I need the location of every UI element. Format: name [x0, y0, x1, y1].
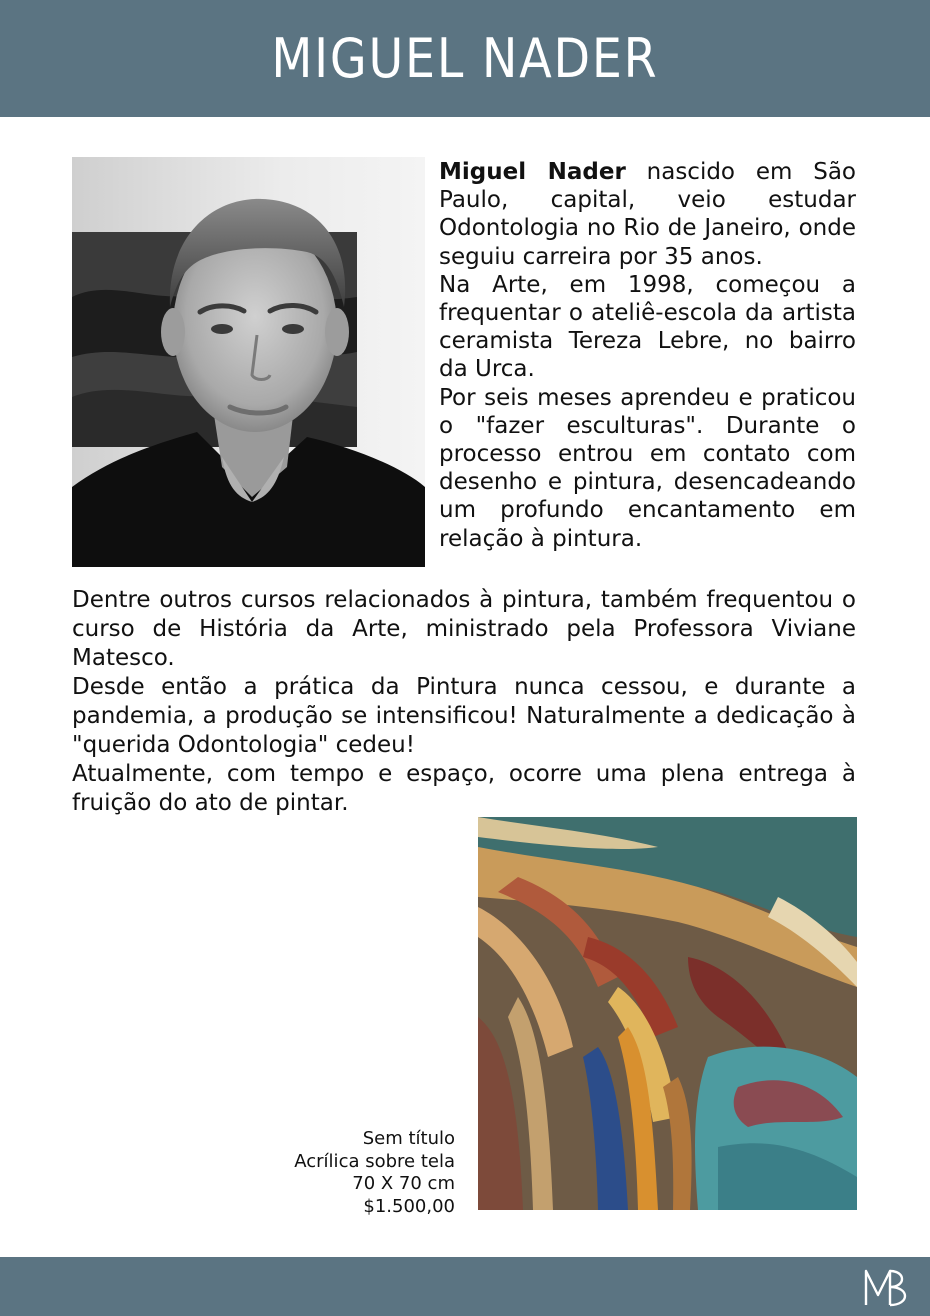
bio-paragraph-1: [439, 158, 856, 271]
bio-paragraph-5: Desde então a prática da Pintura nunca cessou, e durante a pandemia, a produção se intensificou! Naturalmente a dedicação à "querida Odontologia" cedeu!: [72, 674, 856, 758]
artwork-caption: [250, 1128, 455, 1218]
artwork-medium: Acrílica sobre tela: [294, 1150, 455, 1172]
bio-continued: [72, 586, 856, 818]
bio-paragraph-3: Por seis meses aprendeu e praticou o "fazer esculturas". Durante o processo entrou em contato com desenho e pintura, desencadeando um profundo encantamento em relação à pintura.: [439, 384, 856, 552]
bio-intro-text: nascido em São Paulo, capital, veio estudar Odontologia no Rio de Janeiro, onde seguiu carreira por 35 anos.: [439, 159, 856, 270]
bio-intro: [439, 158, 856, 553]
footer-banner: [0, 1257, 930, 1316]
artwork-dimensions: 70 X 70 cm: [352, 1173, 455, 1194]
artwork-image: [478, 817, 857, 1210]
title-banner: [0, 0, 930, 117]
artwork-title: Sem título: [362, 1128, 455, 1149]
bio-paragraph-6: Atualmente, com tempo e espaço, ocorre uma plena entrega à fruição do ato de pintar.: [72, 761, 856, 816]
artist-name: Miguel Nader: [439, 159, 626, 185]
artist-portrait: [72, 157, 425, 567]
mb-monogram-logo-icon: [862, 1265, 914, 1307]
artwork-price: $1.500,00: [363, 1195, 455, 1217]
bio-paragraph-4: Dentre outros cursos relacionados à pintura, também frequentou o curso de História da Arte, ministrado pela Professora Viviane Matesco.: [72, 587, 856, 671]
page-title: MIGUEL NADER: [271, 27, 659, 90]
bio-paragraph-2: Na Arte, em 1998, começou a frequentar o ateliê-escola da artista ceramista Tereza Lebre, no bairro da Urca.: [439, 271, 856, 383]
